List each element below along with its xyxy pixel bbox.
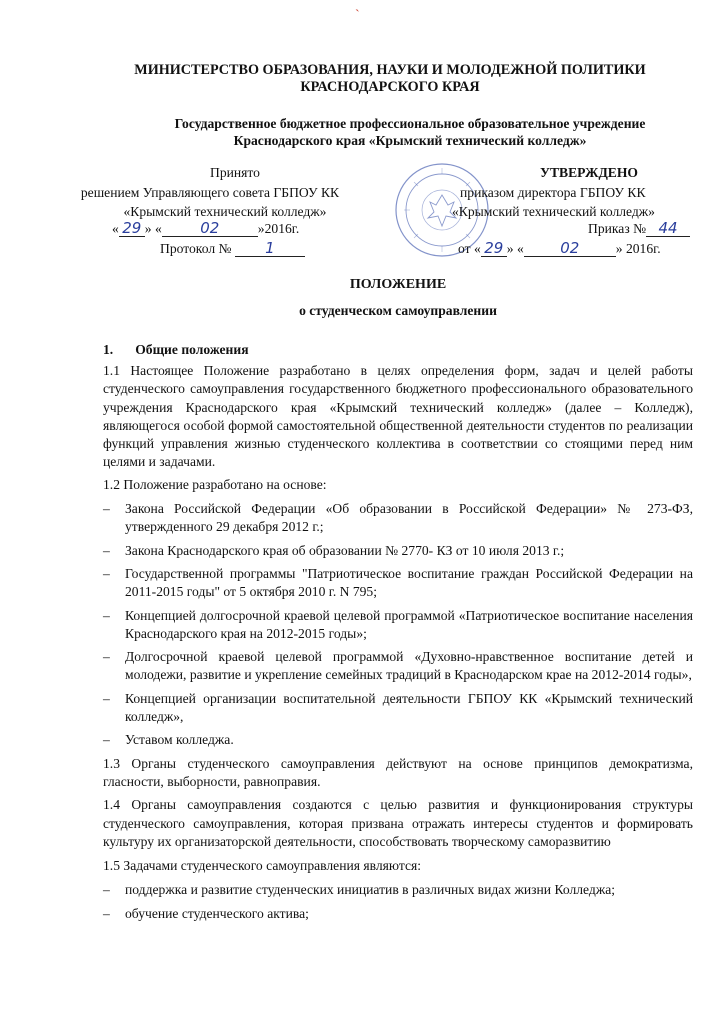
order-label: Приказ № — [588, 221, 647, 236]
accepted-label: Принято — [210, 165, 260, 180]
handwritten-protocol-number: 1 — [265, 239, 275, 257]
council-decision-line: решением Управляющего совета ГБПОУ КК — [80, 184, 340, 200]
document-subtitle: о студенческом самоуправлении — [299, 303, 497, 318]
handwritten-day-right: 29 — [484, 239, 504, 257]
paragraph-1-3: 1.3 Органы студенческого самоуправления действуют на основе принципов демократизма, гласности, выборности, равноправия. — [103, 755, 693, 789]
tasks-list — [103, 881, 693, 923]
protocol-line — [160, 239, 305, 259]
paragraph-1-1: 1.1 Настоящее Положение разработано в целях определения форм, задач и целей работы студенческого самоуправления государственного бюджетного профессионального образовательного учреждения Краснодарского края «Крымский технический колледж» (далее – Колледж), являющегося особой формой самостоятельной общественной деятельности студентов по реализации функций управления жизнью студенческого коллектива в соответствии со стоящими перед ним целями и задачами. — [103, 363, 693, 470]
ministry-header — [90, 62, 690, 96]
list-item: – обучение студенческого актива; — [103, 905, 309, 921]
list-item: – Уставом колледжа. — [103, 732, 234, 748]
institution-line-1: Государственное бюджетное профессиональное образовательное учреждение — [174, 116, 646, 131]
order-line — [588, 219, 690, 239]
corner-mark: ` — [355, 8, 360, 23]
institution-line-2: Краснодарского края «Крымский технический колледж» — [233, 133, 587, 148]
list-item: – Концепцией долгосрочной краевой целевой программой «Патриотическое воспитание населения Краснодарского края на 2012-2015 годы»; — [103, 607, 693, 641]
approval-right — [430, 163, 705, 222]
approval-left-date: « 29 » « 02 »2016г. — [112, 219, 300, 237]
handwritten-month-right: 02 — [560, 239, 580, 257]
college-name-right: «Крымский технический колледж» — [452, 204, 655, 219]
handwritten-day-left: 29 — [122, 219, 142, 237]
list-item: – Долгосрочной краевой целевой программой «Духовно-нравственное воспитание детей и молодежи, развитие и укрепление семейных традиций в Краснодарском крае на 2012-2014 годы», — [103, 649, 693, 683]
section-1-number: 1. — [103, 342, 114, 357]
approved-label: УТВЕРЖДЕНО — [540, 165, 639, 180]
handwritten-month-left: 02 — [200, 219, 220, 237]
handwritten-order-number: 44 — [658, 219, 678, 237]
basis-list — [103, 500, 693, 750]
document-title: ПОЛОЖЕНИЕ — [349, 277, 447, 292]
list-item: – Закона Краснодарского края об образовании № 2770- КЗ от 10 июля 2013 г.; — [103, 542, 565, 558]
list-item: – Государственной программы "Патриотическое воспитание граждан Российской Федерации на 2011-2015 годы" от 5 октября 2010 г. N 795; — [103, 565, 693, 600]
college-name-left: «Крымский технический колледж» — [123, 204, 327, 219]
approval-left — [80, 163, 360, 222]
document-body — [103, 362, 693, 928]
paragraph-1-5: 1.5 Задачами студенческого самоуправления являются: — [103, 858, 422, 874]
ministry-line-1: МИНИСТЕРСТВО ОБРАЗОВАНИЯ, НАУКИ И МОЛОДЕЖНОЙ ПОЛИТИКИ — [134, 62, 646, 78]
list-item: – Закона Российской Федерации «Об образовании в Российской Федерации» № 273-ФЗ, утвержденного 29 декабря 2012 г.; — [103, 501, 693, 535]
section-1-heading — [103, 342, 249, 358]
list-item: – Концепцией организации воспитательной деятельности ГБПОУ КК «Крымский технический колледж», — [103, 690, 693, 725]
list-item: – поддержка и развитие студенческих инициатив в различных видах жизни Колледжа; — [103, 882, 616, 898]
director-order-line: приказом директора ГБПОУ КК — [460, 184, 646, 200]
protocol-label: Протокол № — [160, 241, 232, 256]
section-1-title: Общие положения — [135, 342, 249, 357]
ministry-line-2: КРАСНОДАРСКОГО КРАЯ — [300, 79, 480, 95]
paragraph-1-2: 1.2 Положение разработано на основе: — [103, 476, 327, 492]
approval-right-date: от « 29 » « 02 » 2016г. — [458, 239, 661, 257]
institution-header — [90, 115, 724, 149]
paragraph-1-4: 1.4 Органы самоуправления создаются с целью развития и функционирования структуры студенческого самоуправления, которая призвана отражать интересы студентов и формировать культуру их организаторской деятельности, способствовать творческому саморазвитию — [103, 797, 693, 849]
